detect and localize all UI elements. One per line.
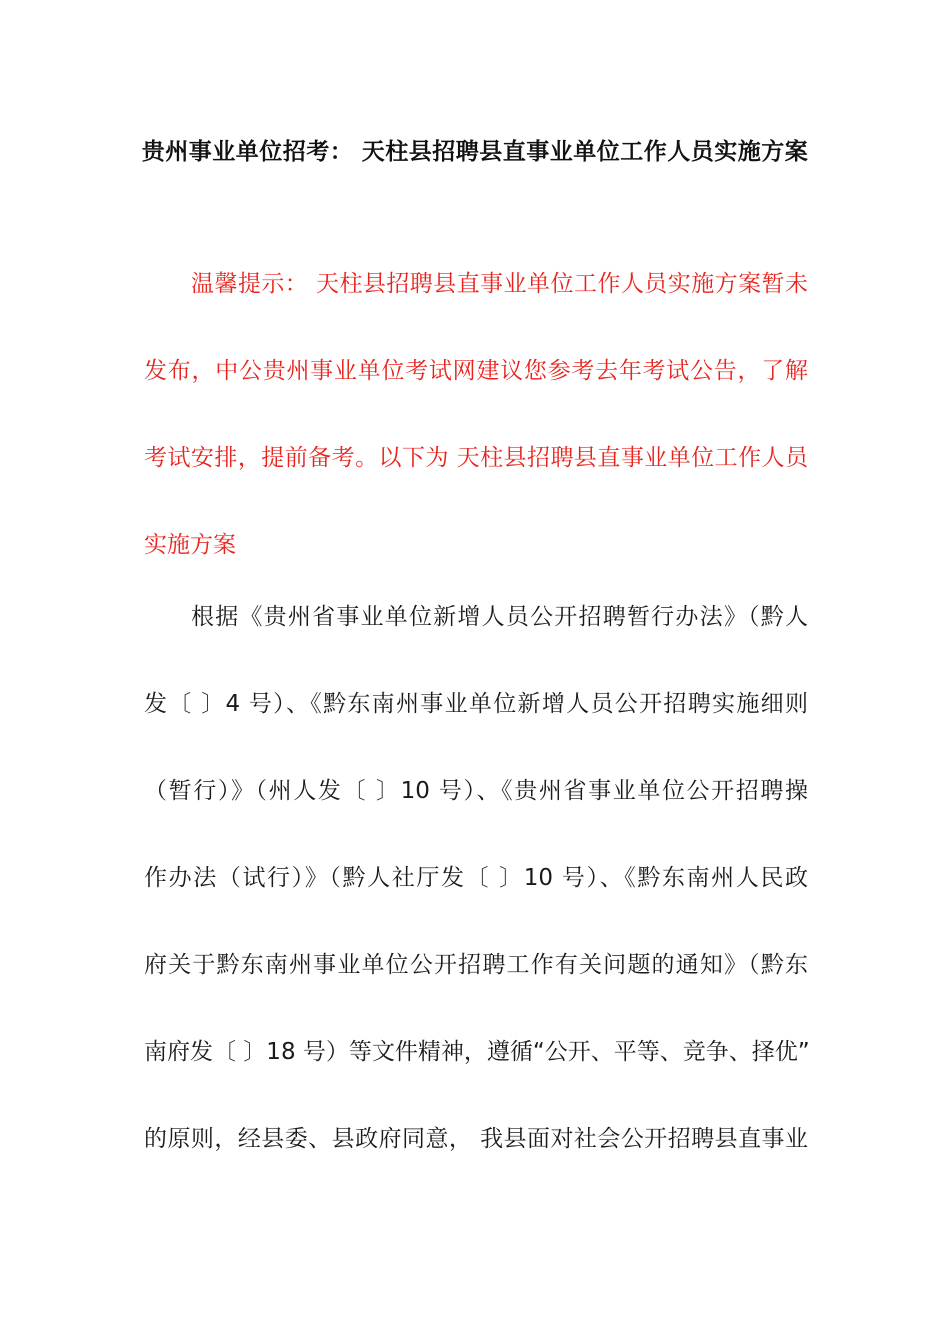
document-title: 贵州事业单位招考： 天柱县招聘县直事业单位工作人员实施方案	[141, 139, 809, 165]
notice-line: 考试安排，提前备考。以下为 天柱县招聘县直事业单位工作人员	[144, 445, 808, 471]
body-line: 的原则，经县委、县政府同意， 我县面对社会公开招聘县直事业	[144, 1126, 808, 1152]
body-line: 发〔 〕4 号）、《黔东南州事业单位新增人员公开招聘实施细则	[144, 691, 808, 717]
body-line: 南府发〔 〕18 号）等文件精神，遵循“公开、平等、竞争、择优”	[144, 1039, 810, 1065]
notice-line: 温馨提示： 天柱县招聘县直事业单位工作人员实施方案暂未	[191, 271, 808, 297]
body-line: （暂行）》（州人发〔 〕10 号）、《贵州省事业单位公开招聘操	[144, 778, 808, 804]
body-line: 根据《贵州省事业单位新增人员公开招聘暂行办法》（黔人	[191, 604, 808, 630]
notice-line: 发布，中公贵州事业单位考试网建议您参考去年考试公告，了解	[144, 358, 808, 384]
notice-line: 实施方案	[144, 532, 236, 558]
body-line: 作办法（试行）》（黔人社厅发〔 〕10 号）、《黔东南州人民政	[144, 865, 808, 891]
body-line: 府关于黔东南州事业单位公开招聘工作有关问题的通知》（黔东	[144, 952, 808, 978]
